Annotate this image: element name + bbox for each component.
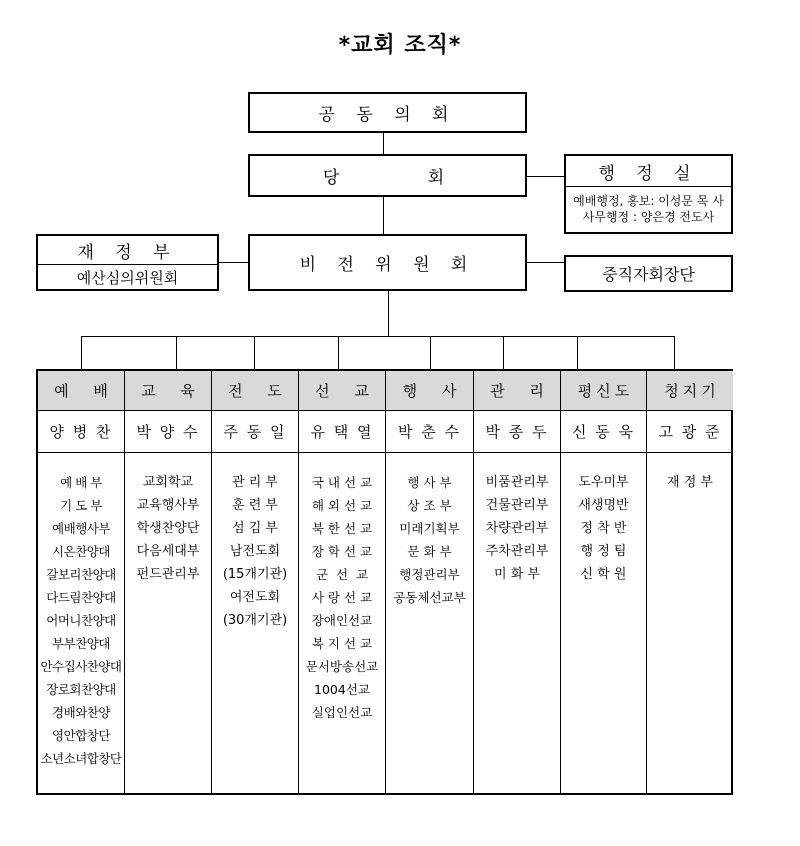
dept-item: 실업인선교 [311, 705, 373, 720]
dept-item: 미 화 부 [494, 567, 540, 582]
connector-line [503, 336, 504, 369]
dept-leader: 고 광 준 [647, 411, 733, 453]
dept-item: 행정관리부 [399, 567, 460, 582]
dept-item: 건물관리부 [485, 498, 549, 513]
dept-item: 미래기획부 [399, 521, 460, 536]
dept-item: 갈보리찬양대 [46, 567, 116, 582]
dept-item: 섬 김 부 [232, 521, 278, 536]
dept-leader: 박 춘 수 [386, 411, 473, 453]
connector-line [527, 262, 564, 263]
dept-item: 1004선교 [314, 682, 370, 697]
dept-items [647, 471, 733, 494]
dept-header: 선 교 [299, 371, 385, 411]
dept-item: 도우미부 [578, 475, 629, 490]
dept-item: 행 정 팀 [580, 544, 627, 559]
connector-line [577, 336, 578, 369]
vision-committee-box [248, 234, 527, 291]
dept-item: 다음세대부 [136, 544, 200, 559]
dept-education [125, 371, 212, 793]
dept-item: 부부찬양대 [52, 636, 110, 651]
dept-item: 복 지 선 교 [311, 636, 373, 651]
dept-header: 관 리 [474, 371, 560, 411]
connector-line [254, 336, 255, 369]
dept-item: 해 외 선 교 [311, 498, 373, 513]
dept-leader: 유 택 열 [299, 411, 385, 453]
connector-line [674, 336, 675, 369]
dept-item: 관 리 부 [232, 475, 278, 490]
dept-items [38, 471, 124, 770]
dept-item: 새생명반 [578, 498, 629, 513]
elders-group-label: 중직자회장단 [602, 265, 695, 284]
dept-leader: 박 종 두 [474, 411, 560, 453]
session-label: 당 회 [322, 168, 453, 188]
admin-office-box [564, 154, 733, 234]
finance-subtitle: 예산심의위원회 [76, 268, 179, 287]
dept-item: 북 한 선 교 [311, 521, 373, 536]
dept-item: 장애인선교 [311, 613, 373, 628]
dept-item: 공동체선교부 [393, 590, 466, 605]
dept-mission [299, 371, 386, 793]
connector-line [219, 262, 248, 263]
dept-item: 안수집사찬양대 [40, 659, 122, 674]
dept-item: 사 랑 선 교 [311, 590, 373, 605]
dept-item: 소년소녀합창단 [40, 751, 122, 766]
vision-committee-label: 비 전 위 원 회 [299, 255, 476, 275]
dept-item: 재 정 부 [667, 475, 713, 490]
dept-item: 장로회찬양대 [46, 682, 116, 697]
dept-item: 영안합창단 [52, 728, 110, 743]
dept-items [125, 471, 211, 586]
dept-item: 다드림찬양대 [46, 590, 116, 605]
dept-item: 기 도 부 [60, 498, 102, 513]
finance-title: 재 정 부 [38, 236, 217, 265]
dept-item: 행 사 부 [407, 475, 452, 490]
connector-line [383, 197, 384, 235]
dept-item: 문 화 부 [407, 544, 452, 559]
connector-line [383, 133, 384, 154]
connector-line [81, 336, 674, 337]
congregation-box [248, 92, 527, 133]
dept-item: 장 학 선 교 [311, 544, 373, 559]
dept-item: (30개기관) [222, 613, 288, 628]
dept-item: 학생찬양단 [136, 521, 200, 536]
finance-box [36, 234, 219, 291]
dept-item: 어머니찬양대 [46, 613, 116, 628]
congregation-label: 공 동 의 회 [318, 105, 457, 125]
dept-leader: 양 병 찬 [38, 411, 124, 453]
dept-item: 비품관리부 [485, 475, 549, 490]
connector-line [81, 336, 82, 369]
session-box [248, 154, 527, 197]
elders-group-box [564, 255, 733, 292]
dept-item: 예배행사부 [52, 521, 110, 536]
dept-item: 교육행사부 [136, 498, 200, 513]
dept-item: 주차관리부 [485, 544, 549, 559]
dept-item: 시온찬양대 [52, 544, 110, 559]
dept-header: 청지기 [647, 371, 733, 411]
dept-items [474, 471, 560, 586]
connector-line [176, 336, 177, 369]
dept-header: 예 배 [38, 371, 124, 411]
dept-item: 교회학교 [142, 475, 194, 490]
dept-header: 전 도 [212, 371, 298, 411]
dept-item: 문서방송선교 [305, 659, 379, 674]
dept-events [386, 371, 474, 793]
dept-items [212, 471, 298, 632]
dept-item: 국 내 선 교 [311, 475, 373, 490]
dept-leader: 주 동 일 [212, 411, 298, 453]
dept-laity [561, 371, 647, 793]
dept-item: 펀드관리부 [136, 567, 200, 582]
dept-header: 행 사 [386, 371, 473, 411]
dept-item: 남전도회 [229, 544, 281, 559]
department-grid [36, 369, 733, 795]
dept-item: 상 조 부 [407, 498, 452, 513]
dept-item: 여전도회 [229, 590, 281, 605]
dept-item: 정 착 반 [580, 521, 627, 536]
connector-line [527, 176, 564, 177]
dept-leader: 신 동 욱 [561, 411, 646, 453]
dept-item: 신 학 원 [580, 567, 627, 582]
dept-header: 교 육 [125, 371, 211, 411]
connector-line [430, 336, 431, 369]
dept-items [299, 471, 385, 724]
admin-office-line-2: 사무행정 : 양은경 전도사 [582, 210, 715, 224]
dept-items [386, 471, 473, 609]
dept-management [474, 371, 561, 793]
dept-item: (15개기관) [222, 567, 288, 582]
page-title: *교회 조직* [338, 33, 462, 58]
dept-header: 평신도 [561, 371, 646, 411]
dept-item: 훈 련 부 [232, 498, 278, 513]
admin-office-line-1: 예배행정, 홍보: 이성문 목 사 [573, 194, 724, 208]
dept-item: 예 배 부 [60, 475, 102, 490]
dept-evangelism [212, 371, 299, 793]
admin-office-title: 행 정 실 [566, 156, 731, 187]
connector-line [338, 336, 339, 369]
dept-item: 군 선 교 [315, 567, 369, 582]
dept-items [561, 471, 646, 586]
dept-leader: 박 양 수 [125, 411, 211, 453]
connector-line [388, 291, 389, 336]
dept-worship [38, 371, 125, 793]
dept-stewardship [647, 371, 733, 793]
dept-item: 경배와찬양 [52, 705, 110, 720]
dept-item: 차량관리부 [485, 521, 549, 536]
